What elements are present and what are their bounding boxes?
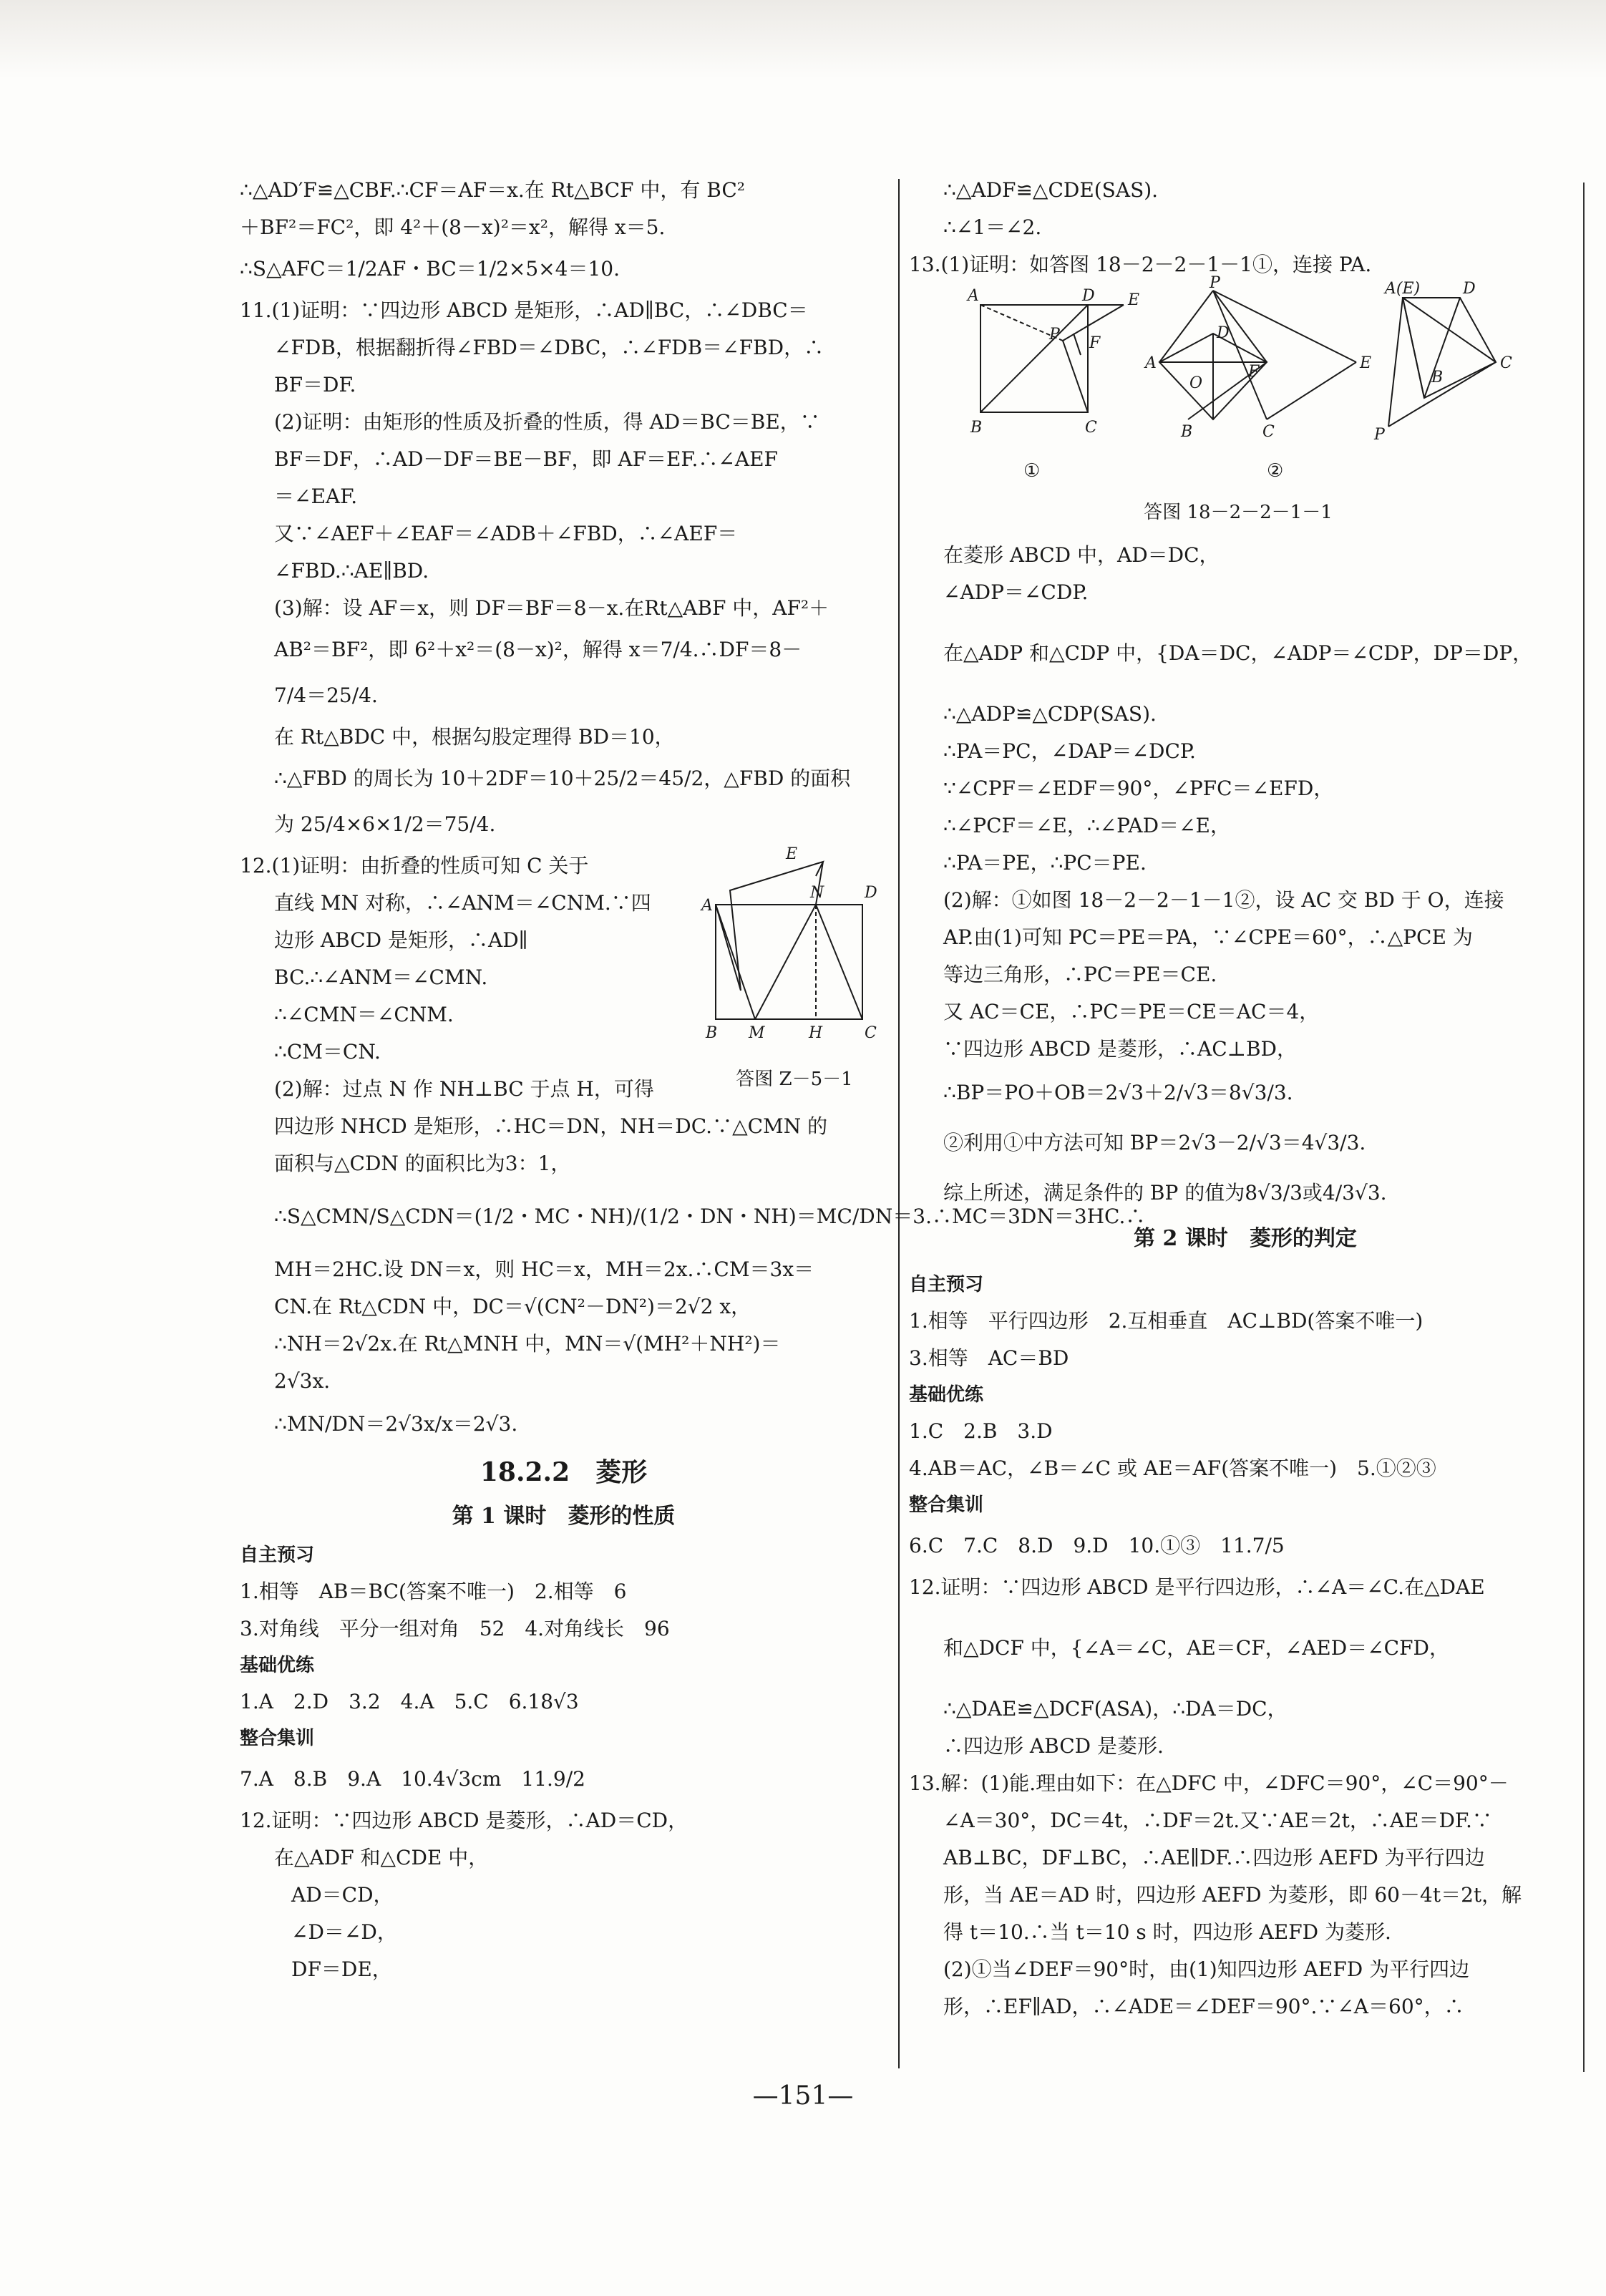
text-line: ∴∠CMN＝∠CNM. — [274, 1003, 454, 1026]
point-label: P — [1049, 326, 1060, 344]
text-line: ∴△ADP≌△CDP(SAS). — [943, 702, 1157, 726]
text-line: (2)解：过点 N 作 NH⊥BC 于点 H，可得 — [274, 1077, 654, 1101]
text-line: 在菱形 ABCD 中，AD＝DC， — [943, 543, 1220, 567]
text-line: 为 25/4×6×1/2＝75/4. — [274, 812, 496, 836]
text-line: ＝∠EAF. — [274, 485, 358, 508]
text-line: 和△DCF 中，{∠A＝∠C，AE＝CF，∠AED＝∠CFD， — [943, 1636, 1449, 1660]
section-heading: 基础优练 — [909, 1384, 984, 1406]
text-line: 1.相等 AB＝BC(答案不唯一) 2.相等 6 — [240, 1580, 627, 1603]
lesson-title: 第 2 课时 菱形的判定 — [1134, 1226, 1357, 1251]
text-line: 13.解：(1)能.理由如下：在△DFC 中，∠DFC＝90°，∠C＝90°－ — [909, 1771, 1509, 1795]
text-line: 12.证明：∵四边形 ABCD 是平行四边形，∴∠A＝∠C.在△DAE — [909, 1575, 1485, 1599]
text-line: CN.在 Rt△CDN 中，DC＝√(CN²－DN²)＝2√2 x， — [274, 1295, 751, 1318]
text-line: 又∵∠AEF＋∠EAF＝∠ADB＋∠FBD，∴∠AEF＝ — [274, 522, 738, 545]
page-number: —151— — [752, 2081, 854, 2111]
text-line: 直线 MN 对称，∴∠ANM＝∠CNM.∵四 — [274, 891, 651, 915]
text-line: 面积与△CDN 的面积比为3：1， — [274, 1152, 571, 1175]
text-line: 形，∴EF∥AD，∴∠ADE＝∠DEF＝90°.∵∠A＝60°，∴ — [943, 1995, 1464, 2018]
text-line: BC.∴∠ANM＝∠CMN. — [274, 965, 488, 989]
text-line: 形，当 AE＝AD 时，四边形 AEFD 为菱形，即 60－4t＝2t，解 — [943, 1883, 1522, 1907]
section-heading: 自主预习 — [240, 1545, 315, 1566]
section-heading: 基础优练 — [240, 1655, 315, 1676]
text-line: 四边形 NHCD 是矩形，∴HC＝DN，NH＝DC.∵△CMN 的 — [274, 1114, 828, 1138]
point-label: D — [865, 884, 877, 902]
text-line: AP.由(1)可知 PC＝PE＝PA，∵∠CPE＝60°，∴△PCE 为 — [943, 925, 1473, 949]
text-line: ∴PA＝PC，∠DAP＝∠DCP. — [943, 739, 1196, 763]
text-line: ∴∠1＝∠2. — [943, 215, 1042, 239]
text-line: ∴BP＝PO＋OB＝2√3＋2/√3＝8√3/3. — [943, 1081, 1293, 1104]
figure-z-5-1-diagram — [701, 847, 887, 1062]
text-line: ②利用①中方法可知 BP＝2√3－2/√3＝4√3/3. — [943, 1131, 1366, 1154]
text-line: (3)解：设 AF＝x，则 DF＝BF＝8－x.在Rt△ABF 中，AF²＋ — [274, 596, 829, 620]
section-title: 18.2.2 菱形 — [480, 1457, 648, 1487]
text-line: 又 AC＝CE，∴PC＝PE＝CE＝AC＝4， — [943, 1000, 1320, 1023]
text-line: ∵四边形 ABCD 是菱形，∴AC⊥BD， — [943, 1037, 1297, 1061]
figure-caption: 答图 Z－5－1 — [736, 1069, 853, 1090]
text-line: ∴MN/DN＝2√3x/x＝2√3. — [274, 1412, 518, 1436]
text-line: ∠A＝30°，DC＝4t，∴DF＝2t.又∵AE＝2t，∴AE＝DF.∵ — [943, 1809, 1492, 1832]
text-line: ∴NH＝2√2x.在 Rt△MNH 中，MN＝√(MH²＋NH²)＝ — [274, 1332, 781, 1356]
text-line: ∠D＝∠D， — [291, 1920, 397, 1944]
lesson-title: 第 1 课时 菱形的性质 — [452, 1504, 676, 1529]
text-line: 13.(1)证明：如答图 18－2－2－1－1①，连接 PA. — [909, 253, 1372, 276]
scan-top-shade — [0, 0, 1606, 79]
point-label: D — [1463, 280, 1476, 298]
point-label: A — [701, 897, 713, 915]
figure-mark: ② — [1267, 460, 1284, 482]
text-line: 7.A 8.B 9.A 10.4√3cm 11.9/2 — [240, 1767, 585, 1791]
text-line: 6.C 7.C 8.D 9.D 10.①③ 11.7/5 — [909, 1534, 1285, 1557]
point-label: B — [706, 1024, 718, 1042]
text-line: 3.对角线 平分一组对角 52 4.对角线长 96 — [240, 1617, 670, 1640]
text-line: ∴△DAE≌△DCF(ASA)，∴DA＝DC， — [943, 1697, 1288, 1721]
point-label: D — [1217, 324, 1230, 342]
text-line: (2)证明：由矩形的性质及折叠的性质，得 AD＝BC＝BE，∵ — [274, 410, 820, 434]
left-block-b — [240, 847, 887, 1108]
column-divider — [898, 179, 900, 2068]
text-line: 在△ADP 和△CDP 中，{DA＝DC，∠ADP＝∠CDP，DP＝DP， — [943, 641, 1533, 665]
point-label: E — [786, 845, 798, 863]
text-line: ＋BF²＝FC²，即 4²＋(8－x)²＝x²，解得 x＝5. — [240, 215, 666, 239]
point-label: C — [1262, 423, 1275, 441]
text-line: ∠FBD.∴AE∥BD. — [274, 559, 429, 583]
text-line: MH＝2HC.设 DN＝x，则 HC＝x，MH＝2x.∴CM＝3x＝ — [274, 1258, 814, 1281]
text-line: ∴CM＝CN. — [274, 1040, 381, 1064]
text-line: 1.C 2.B 3.D — [909, 1419, 1053, 1443]
point-label: C — [865, 1024, 877, 1042]
text-line: ∠ADP＝∠CDP. — [943, 580, 1089, 604]
point-label: F — [1248, 363, 1260, 381]
text-line: 在△ADF 和△CDE 中， — [274, 1846, 489, 1869]
point-label: E — [1128, 291, 1140, 309]
text-line: 1.相等 平行四边形 2.互相垂直 AC⊥BD(答案不唯一) — [909, 1309, 1424, 1333]
text-line: AB²＝BF²，即 6²＋x²＝(8－x)²，解得 x＝7/4.∴DF＝8－ — [274, 638, 802, 661]
text-line: 得 t＝10.∴当 t＝10 s 时，四边形 AEFD 为菱形. — [943, 1920, 1391, 1944]
text-line: ∴S△AFC＝1/2AF・BC＝1/2×5×4＝10. — [240, 257, 620, 281]
figure-18-2-2-1-1-diagrams — [966, 274, 1512, 498]
figure-mark: ① — [1023, 460, 1041, 482]
text-line: ∴S△CMN/S△CDN＝(1/2・MC・NH)/(1/2・DN・NH)＝MC/DN＝3.∴MC＝3DN＝3HC.∴ — [274, 1205, 1146, 1228]
figure-z-5-1 — [701, 847, 887, 1094]
text-line: 等边三角形，∴PC＝PE＝CE. — [943, 963, 1217, 986]
text-line: 12.(1)证明：由折叠的性质可知 C 关于 — [240, 854, 589, 877]
point-label: M — [749, 1024, 765, 1042]
text-line: 12.证明：∵四边形 ABCD 是菱形，∴AD＝CD， — [240, 1809, 688, 1832]
text-line: AB⊥BC，DF⊥BC，∴AE∥DF.∴四边形 AEFD 为平行四边 — [943, 1846, 1485, 1869]
point-label: A — [968, 287, 979, 305]
point-label: C — [1085, 419, 1097, 437]
figure-caption: 答图 18－2－2－1－1 — [1144, 502, 1333, 523]
text-line: 7/4＝25/4. — [274, 684, 378, 707]
point-label: B — [1431, 369, 1444, 386]
point-label: P — [1210, 274, 1220, 292]
section-heading: 整合集训 — [909, 1494, 984, 1516]
point-label: O — [1189, 374, 1203, 392]
text-line: 1.A 2.D 3.2 4.A 5.C 6.18√3 — [240, 1690, 579, 1713]
text-line: 2√3x. — [274, 1369, 331, 1393]
point-label: B — [1181, 423, 1193, 441]
text-line: (2)解：①如图 18－2－2－1－1②，设 AC 交 BD 于 O，连接 — [943, 888, 1504, 912]
point-label: E — [1360, 354, 1372, 372]
text-line: ∴∠PCF＝∠E，∴∠PAD＝∠E， — [943, 814, 1230, 837]
text-line: 在 Rt△BDC 中，根据勾股定理得 BD＝10， — [274, 725, 675, 749]
point-label: B — [970, 419, 983, 437]
text-line: ∵∠CPF＝∠EDF＝90°，∠PFC＝∠EFD， — [943, 777, 1334, 800]
text-line: ∴△AD′F≌△CBF.∴CF＝AF＝x.在 Rt△BCF 中，有 BC² — [240, 178, 746, 202]
point-label: A(E) — [1385, 280, 1421, 298]
section-heading: 自主预习 — [909, 1274, 984, 1295]
left-block-a — [240, 172, 887, 847]
text-line: ∴△ADF≌△CDE(SAS). — [943, 178, 1159, 202]
text-line: BF＝DF，∴AD－DF＝BE－BF，即 AF＝EF.∴∠AEF — [274, 447, 778, 471]
point-label: H — [809, 1024, 823, 1042]
right-margin-line — [1583, 183, 1585, 2072]
text-line: (2)①当∠DEF＝90°时，由(1)知四边形 AEFD 为平行四边 — [943, 1957, 1470, 1981]
text-line: BF＝DF. — [274, 373, 356, 397]
text-line: 3.相等 AC＝BD — [909, 1346, 1069, 1370]
point-label: P — [1374, 426, 1385, 444]
point-label: N — [810, 884, 824, 902]
text-line: ∠FDB，根据翻折得∠FBD＝∠DBC，∴∠FDB＝∠FBD，∴ — [274, 336, 824, 359]
point-label: F — [1089, 334, 1101, 352]
text-line: ∴四边形 ABCD 是菱形. — [943, 1734, 1164, 1758]
text-line: ∴△FBD 的周长为 10＋2DF＝10＋25/2＝45/2，△FBD 的面积 — [274, 767, 851, 790]
point-label: A — [1145, 354, 1157, 372]
point-label: D — [1082, 287, 1095, 305]
section-heading: 整合集训 — [240, 1728, 315, 1749]
point-label: C — [1500, 354, 1512, 372]
text-line: 11.(1)证明：∵四边形 ABCD 是矩形，∴AD∥BC，∴∠DBC＝ — [240, 298, 808, 322]
text-line: DF＝DE， — [291, 1957, 392, 1981]
text-line: 4.AB＝AC，∠B＝∠C 或 AE＝AF(答案不唯一) 5.①②③ — [909, 1456, 1436, 1480]
text-line: AD＝CD， — [291, 1883, 394, 1907]
figure-18-2-2-1-1 — [909, 274, 1582, 498]
text-line: 综上所述，满足条件的 BP 的值为8√3/3或4/3√3. — [943, 1181, 1387, 1205]
text-line: 边形 ABCD 是矩形，∴AD∥ — [274, 928, 528, 952]
text-line: ∴PA＝PE，∴PC＝PE. — [943, 851, 1147, 875]
right-column — [909, 172, 1582, 2025]
